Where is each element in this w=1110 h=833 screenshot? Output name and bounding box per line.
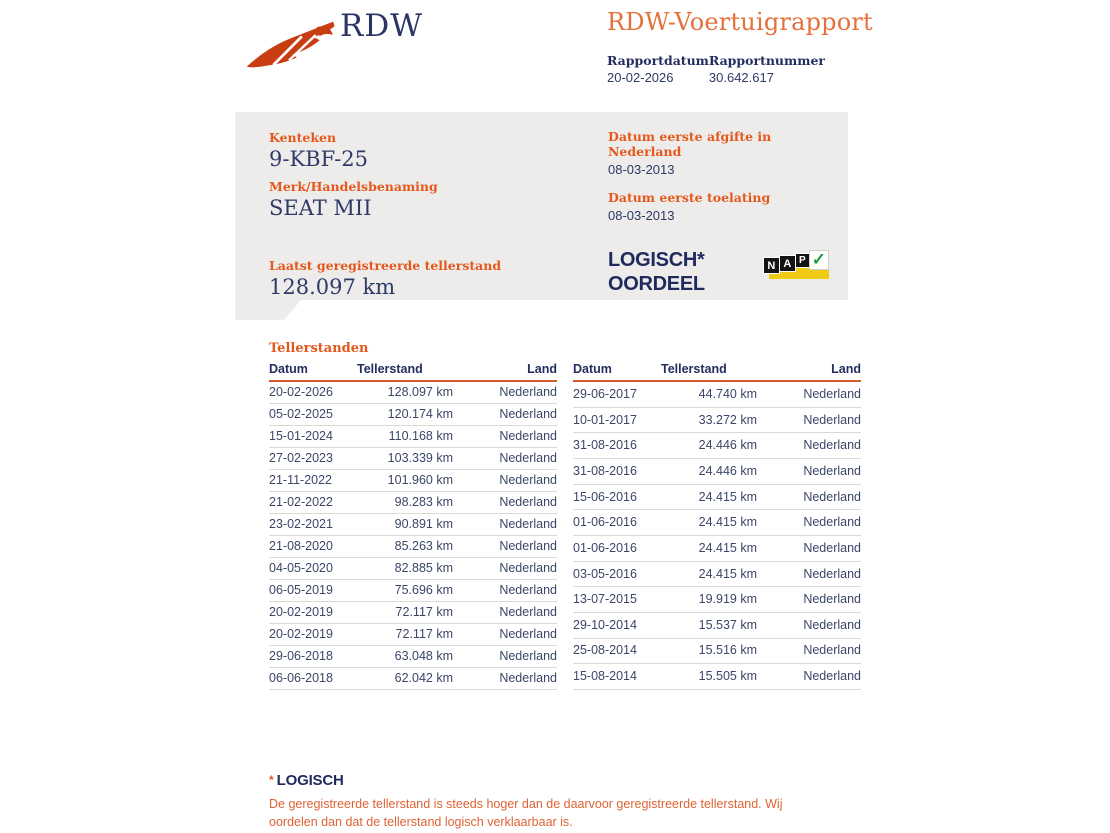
country-cell: Nederland bbox=[453, 404, 557, 426]
nap-letter-p: P bbox=[795, 253, 810, 268]
odometer-cell: 72.117 km bbox=[357, 602, 453, 624]
column-header-land: Land bbox=[757, 362, 861, 381]
column-header-tellerstand: Tellerstand bbox=[661, 362, 757, 381]
country-cell: Nederland bbox=[757, 459, 861, 485]
odometer-cell: 15.537 km bbox=[661, 612, 757, 638]
table-row bbox=[573, 459, 861, 485]
date-cell: 21-11-2022 bbox=[269, 470, 357, 492]
table-row bbox=[269, 381, 557, 404]
table-row bbox=[573, 587, 861, 613]
report-date-value: 20-02-2026 bbox=[607, 70, 674, 85]
logisch-footnote bbox=[269, 772, 834, 831]
table-row bbox=[573, 664, 861, 690]
odometer-cell: 15.516 km bbox=[661, 638, 757, 664]
summary-left-column bbox=[269, 130, 599, 307]
country-cell: Nederland bbox=[757, 433, 861, 459]
country-cell: Nederland bbox=[453, 426, 557, 448]
report-number-value: 30.642.617 bbox=[708, 70, 774, 85]
odometer-cell: 63.048 km bbox=[357, 646, 453, 668]
odometer-cell: 33.272 km bbox=[661, 407, 757, 433]
footnote-asterisk: * bbox=[269, 773, 274, 787]
table-row bbox=[573, 612, 861, 638]
tellerstanden-section bbox=[269, 341, 861, 690]
column-header-datum: Datum bbox=[573, 362, 661, 381]
date-cell: 31-08-2016 bbox=[573, 433, 661, 459]
nap-letter-a: A bbox=[779, 255, 796, 272]
tellerstanden-tables bbox=[269, 362, 861, 690]
toelating-label: Datum eerste toelating bbox=[608, 190, 771, 205]
date-cell: 20-02-2019 bbox=[269, 602, 357, 624]
odometer-cell: 98.283 km bbox=[357, 492, 453, 514]
date-cell: 06-05-2019 bbox=[269, 580, 357, 602]
date-cell: 05-02-2025 bbox=[269, 404, 357, 426]
table-row bbox=[573, 484, 861, 510]
oordeel-verdict bbox=[608, 248, 705, 296]
odometer-cell: 24.446 km bbox=[661, 433, 757, 459]
table-row bbox=[269, 492, 557, 514]
country-cell: Nederland bbox=[453, 558, 557, 580]
odometer-cell: 44.740 km bbox=[661, 381, 757, 407]
date-cell: 06-06-2018 bbox=[269, 668, 357, 690]
date-cell: 31-08-2016 bbox=[573, 459, 661, 485]
table-header-row bbox=[269, 362, 557, 381]
toelating-block bbox=[608, 190, 834, 223]
rdw-logo bbox=[243, 8, 424, 72]
country-cell: Nederland bbox=[757, 536, 861, 562]
odometer-cell: 75.696 km bbox=[357, 580, 453, 602]
table-row bbox=[269, 404, 557, 426]
date-cell: 25-08-2014 bbox=[573, 638, 661, 664]
report-date-label: Rapportdatum bbox=[607, 53, 709, 68]
country-cell: Nederland bbox=[757, 587, 861, 613]
table-row bbox=[573, 536, 861, 562]
table-header-row bbox=[573, 362, 861, 381]
footnote-text: De geregistreerde tellerstand is steeds hoger dan de daarvoor geregistreerde tellerstand. Wij oordelen dan dat de tellerstand logisch verklaarbaar is. bbox=[269, 797, 783, 829]
date-cell: 20-02-2026 bbox=[269, 381, 357, 404]
date-cell: 04-05-2020 bbox=[269, 558, 357, 580]
toelating-value: 08-03-2013 bbox=[608, 208, 675, 223]
table-row bbox=[269, 514, 557, 536]
kenteken-label: Kenteken bbox=[269, 130, 337, 145]
date-cell: 27-02-2023 bbox=[269, 448, 357, 470]
odometer-cell: 103.339 km bbox=[357, 448, 453, 470]
table-row bbox=[269, 448, 557, 470]
odometer-cell: 82.885 km bbox=[357, 558, 453, 580]
odometer-cell: 62.042 km bbox=[357, 668, 453, 690]
oordeel-line2: OORDEEL bbox=[608, 273, 705, 295]
nap-checkmark-icon: ✓ bbox=[809, 250, 829, 270]
rdw-wordmark: RDW bbox=[340, 8, 424, 44]
country-cell: Nederland bbox=[453, 602, 557, 624]
date-cell: 15-01-2024 bbox=[269, 426, 357, 448]
summary-right-column bbox=[608, 129, 834, 296]
table-row bbox=[573, 381, 861, 407]
country-cell: Nederland bbox=[757, 664, 861, 690]
oordeel-row bbox=[608, 248, 834, 296]
table-row bbox=[573, 638, 861, 664]
vehicle-summary-box bbox=[235, 112, 848, 300]
date-cell: 29-06-2017 bbox=[573, 381, 661, 407]
table-row bbox=[269, 426, 557, 448]
odometer-cell: 24.415 km bbox=[661, 484, 757, 510]
footnote-heading bbox=[269, 772, 834, 789]
country-cell: Nederland bbox=[453, 381, 557, 404]
country-cell: Nederland bbox=[453, 536, 557, 558]
report-meta bbox=[607, 53, 927, 85]
tellerstand-label: Laatst geregistreerde tellerstand bbox=[269, 258, 502, 273]
table-row bbox=[573, 433, 861, 459]
odometer-table-right bbox=[573, 362, 861, 690]
odometer-cell: 101.960 km bbox=[357, 470, 453, 492]
date-cell: 03-05-2016 bbox=[573, 561, 661, 587]
merk-value: SEAT MII bbox=[269, 196, 372, 220]
odometer-cell: 128.097 km bbox=[357, 381, 453, 404]
table-row bbox=[269, 580, 557, 602]
country-cell: Nederland bbox=[453, 580, 557, 602]
country-cell: Nederland bbox=[453, 646, 557, 668]
nap-letter-n: N bbox=[763, 257, 780, 274]
table-row bbox=[269, 536, 557, 558]
country-cell: Nederland bbox=[757, 561, 861, 587]
country-cell: Nederland bbox=[757, 407, 861, 433]
odometer-cell: 72.117 km bbox=[357, 624, 453, 646]
odometer-cell: 19.919 km bbox=[661, 587, 757, 613]
afgifte-label: Datum eerste afgifte in Nederland bbox=[608, 129, 772, 159]
odometer-cell: 85.263 km bbox=[357, 536, 453, 558]
country-cell: Nederland bbox=[757, 510, 861, 536]
report-number-block bbox=[709, 53, 825, 85]
date-cell: 29-06-2018 bbox=[269, 646, 357, 668]
country-cell: Nederland bbox=[757, 612, 861, 638]
country-cell: Nederland bbox=[757, 484, 861, 510]
afgifte-block bbox=[608, 129, 834, 177]
page-title: RDW-Voertuigrapport bbox=[607, 8, 873, 36]
report-date-block bbox=[607, 53, 709, 85]
date-cell: 15-06-2016 bbox=[573, 484, 661, 510]
odometer-cell: 24.415 km bbox=[661, 510, 757, 536]
country-cell: Nederland bbox=[757, 381, 861, 407]
table-row bbox=[269, 646, 557, 668]
country-cell: Nederland bbox=[453, 470, 557, 492]
table-row bbox=[269, 470, 557, 492]
table-row bbox=[269, 668, 557, 690]
country-cell: Nederland bbox=[757, 638, 861, 664]
nap-logo bbox=[763, 250, 831, 281]
odometer-cell: 24.446 km bbox=[661, 459, 757, 485]
date-cell: 01-06-2016 bbox=[573, 510, 661, 536]
odometer-cell: 90.891 km bbox=[357, 514, 453, 536]
table-row bbox=[573, 561, 861, 587]
country-cell: Nederland bbox=[453, 668, 557, 690]
kenteken-value: 9-KBF-25 bbox=[269, 147, 369, 171]
date-cell: 10-01-2017 bbox=[573, 407, 661, 433]
odometer-cell: 110.168 km bbox=[357, 426, 453, 448]
spacer bbox=[269, 228, 599, 258]
odometer-table-left bbox=[269, 362, 557, 690]
odometer-cell: 24.415 km bbox=[661, 561, 757, 587]
date-cell: 20-02-2019 bbox=[269, 624, 357, 646]
table-row bbox=[573, 510, 861, 536]
odometer-cell: 120.174 km bbox=[357, 404, 453, 426]
odometer-cell: 24.415 km bbox=[661, 536, 757, 562]
table-row bbox=[573, 407, 861, 433]
tellerstanden-title: Tellerstanden bbox=[269, 341, 369, 356]
tellerstand-value: 128.097 km bbox=[269, 275, 396, 299]
date-cell: 15-08-2014 bbox=[573, 664, 661, 690]
country-cell: Nederland bbox=[453, 492, 557, 514]
table-row bbox=[269, 602, 557, 624]
report-header bbox=[607, 8, 927, 85]
column-header-land: Land bbox=[453, 362, 557, 381]
column-header-tellerstand: Tellerstand bbox=[357, 362, 453, 381]
merk-label: Merk/Handelsbenaming bbox=[269, 179, 438, 194]
afgifte-value: 08-03-2013 bbox=[608, 162, 675, 177]
table-row bbox=[269, 558, 557, 580]
date-cell: 21-08-2020 bbox=[269, 536, 357, 558]
footnote-title: LOGISCH bbox=[276, 772, 344, 789]
oordeel-line1: LOGISCH* bbox=[608, 249, 705, 271]
country-cell: Nederland bbox=[453, 448, 557, 470]
date-cell: 01-06-2016 bbox=[573, 536, 661, 562]
country-cell: Nederland bbox=[453, 624, 557, 646]
column-header-datum: Datum bbox=[269, 362, 357, 381]
date-cell: 29-10-2014 bbox=[573, 612, 661, 638]
report-number-label: Rapportnummer bbox=[708, 53, 826, 68]
rdw-eagle-icon bbox=[243, 10, 335, 72]
table-row bbox=[269, 624, 557, 646]
date-cell: 13-07-2015 bbox=[573, 587, 661, 613]
date-cell: 21-02-2022 bbox=[269, 492, 357, 514]
odometer-cell: 15.505 km bbox=[661, 664, 757, 690]
country-cell: Nederland bbox=[453, 514, 557, 536]
date-cell: 23-02-2021 bbox=[269, 514, 357, 536]
